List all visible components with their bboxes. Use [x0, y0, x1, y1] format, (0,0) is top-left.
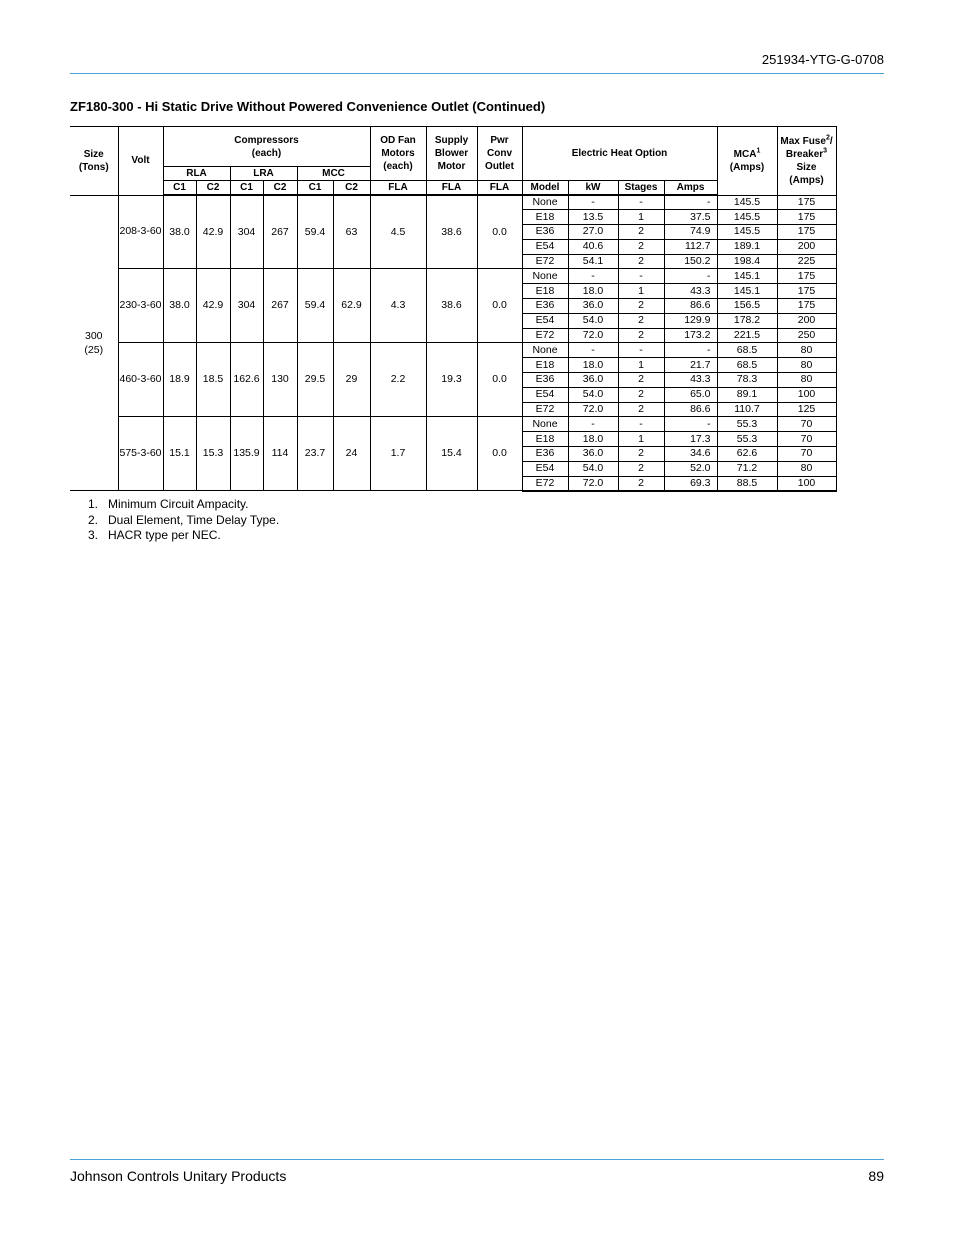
heat-kw-cell: - — [568, 417, 618, 432]
od-fan-fla-header: FLA — [370, 181, 426, 196]
heat-stages-cell: 2 — [618, 476, 664, 491]
heat-amps-cell: 43.3 — [664, 284, 717, 299]
lra-c1-header: C1 — [230, 181, 263, 196]
max-fuse-cell: 175 — [777, 299, 836, 314]
blower-fla-cell: 38.6 — [426, 269, 477, 343]
max-fuse-cell: 70 — [777, 432, 836, 447]
volt-cell: 460-3-60 — [118, 343, 163, 417]
pwr-conv-header: Pwr Conv Outlet — [477, 127, 522, 181]
volt-cell: 208-3-60 — [118, 195, 163, 269]
od-fan-fla-cell: 4.5 — [370, 195, 426, 269]
heat-stages-cell: 2 — [618, 225, 664, 240]
mca-cell: 145.1 — [717, 269, 777, 284]
amps-header: Amps — [664, 181, 717, 196]
blower-fla-cell: 19.3 — [426, 343, 477, 417]
lra-c1-cell: 162.6 — [230, 343, 263, 417]
table-row — [70, 195, 836, 210]
heat-model-cell: E54 — [522, 313, 568, 328]
heat-stages-cell: 1 — [618, 284, 664, 299]
heat-model-cell: E36 — [522, 373, 568, 388]
heat-kw-cell: 18.0 — [568, 358, 618, 373]
od-fan-header: OD Fan Motors (each) — [370, 127, 426, 181]
model-header: Model — [522, 181, 568, 196]
mca-cell: 68.5 — [717, 358, 777, 373]
heat-stages-cell: 1 — [618, 432, 664, 447]
heat-amps-cell: 86.6 — [664, 299, 717, 314]
rla-c1-cell: 18.9 — [163, 343, 196, 417]
header-rule — [70, 73, 884, 74]
heat-stages-cell: - — [618, 343, 664, 358]
heat-stages-cell: 2 — [618, 461, 664, 476]
heat-kw-cell: 54.1 — [568, 254, 618, 269]
max-fuse-cell: 80 — [777, 343, 836, 358]
max-fuse-cell: 175 — [777, 195, 836, 210]
heat-model-cell: None — [522, 269, 568, 284]
volt-cell: 575-3-60 — [118, 417, 163, 491]
rla-c2-cell: 18.5 — [196, 343, 230, 417]
heat-amps-cell: - — [664, 343, 717, 358]
heat-model-cell: E18 — [522, 210, 568, 225]
lra-c2-header: C2 — [263, 181, 297, 196]
rla-c2-header: C2 — [196, 181, 230, 196]
heat-amps-cell: - — [664, 195, 717, 210]
mca-cell: 156.5 — [717, 299, 777, 314]
heat-amps-cell: 86.6 — [664, 402, 717, 417]
heat-amps-cell: 52.0 — [664, 461, 717, 476]
mca-cell: 221.5 — [717, 328, 777, 343]
mca-cell: 198.4 — [717, 254, 777, 269]
rla-header: RLA — [163, 167, 230, 181]
max-fuse-cell: 70 — [777, 447, 836, 462]
mca-cell: 189.1 — [717, 239, 777, 254]
supply-blower-header: Supply Blower Motor — [426, 127, 477, 181]
kw-header: kW — [568, 181, 618, 196]
heat-kw-cell: 27.0 — [568, 225, 618, 240]
heat-model-cell: E18 — [522, 432, 568, 447]
mcc-c1-cell: 59.4 — [297, 195, 333, 269]
footer-company: Johnson Controls Unitary Products — [70, 1168, 287, 1184]
heat-kw-cell: 72.0 — [568, 402, 618, 417]
heat-amps-cell: - — [664, 417, 717, 432]
max-fuse-cell: 80 — [777, 358, 836, 373]
volt-header: Volt — [118, 127, 163, 196]
mca-cell: 55.3 — [717, 432, 777, 447]
mca-cell: 68.5 — [717, 343, 777, 358]
mcc-c1-cell: 59.4 — [297, 269, 333, 343]
stages-header: Stages — [618, 181, 664, 196]
heat-model-cell: E36 — [522, 225, 568, 240]
rla-c2-cell: 15.3 — [196, 417, 230, 491]
heat-amps-cell: 34.6 — [664, 447, 717, 462]
page-number: 89 — [868, 1168, 884, 1184]
heat-kw-cell: - — [568, 343, 618, 358]
mca-cell: 145.5 — [717, 210, 777, 225]
electric-heat-header: Electric Heat Option — [522, 127, 717, 181]
heat-amps-cell: 17.3 — [664, 432, 717, 447]
mcc-c2-cell: 63 — [333, 195, 370, 269]
heat-model-cell: None — [522, 417, 568, 432]
heat-amps-cell: 43.3 — [664, 373, 717, 388]
heat-kw-cell: - — [568, 195, 618, 210]
max-fuse-cell: 80 — [777, 461, 836, 476]
heat-stages-cell: - — [618, 417, 664, 432]
footnote: 1. Minimum Circuit Ampacity. — [88, 497, 249, 511]
heat-kw-cell: 18.0 — [568, 284, 618, 299]
size-tons: (25) — [84, 343, 104, 356]
heat-stages-cell: 2 — [618, 313, 664, 328]
heat-kw-cell: 13.5 — [568, 210, 618, 225]
heat-amps-cell: - — [664, 269, 717, 284]
mcc-c2-cell: 24 — [333, 417, 370, 491]
rla-c1-header: C1 — [163, 181, 196, 196]
document-number: 251934-YTG-G-0708 — [761, 52, 884, 67]
max-fuse-cell: 200 — [777, 239, 836, 254]
heat-model-cell: E54 — [522, 461, 568, 476]
heat-stages-cell: 1 — [618, 210, 664, 225]
max-fuse-cell: 70 — [777, 417, 836, 432]
heat-model-cell: E72 — [522, 254, 568, 269]
table-row — [70, 269, 836, 284]
heat-model-cell: E72 — [522, 402, 568, 417]
mca-cell: 88.5 — [717, 476, 777, 491]
footer-rule — [70, 1159, 884, 1160]
mca-cell: 145.5 — [717, 225, 777, 240]
heat-kw-cell: 72.0 — [568, 328, 618, 343]
heat-kw-cell: - — [568, 269, 618, 284]
lra-c1-cell: 304 — [230, 195, 263, 269]
heat-amps-cell: 21.7 — [664, 358, 717, 373]
heat-stages-cell: 2 — [618, 402, 664, 417]
volt-cell: 230-3-60 — [118, 269, 163, 343]
table-body — [70, 195, 836, 491]
heat-model-cell: E36 — [522, 299, 568, 314]
rla-c1-cell: 38.0 — [163, 269, 196, 343]
table-row — [70, 343, 836, 358]
heat-amps-cell: 150.2 — [664, 254, 717, 269]
max-fuse-cell: 175 — [777, 269, 836, 284]
max-fuse-cell: 100 — [777, 476, 836, 491]
heat-stages-cell: 2 — [618, 328, 664, 343]
lra-c1-cell: 135.9 — [230, 417, 263, 491]
heat-stages-cell: 2 — [618, 254, 664, 269]
heat-stages-cell: 2 — [618, 373, 664, 388]
mca-cell: 145.1 — [717, 284, 777, 299]
pwr-conv-fla-cell: 0.0 — [477, 269, 522, 343]
pwr-conv-fla-cell: 0.0 — [477, 417, 522, 491]
heat-kw-cell: 36.0 — [568, 447, 618, 462]
footnote: 3. HACR type per NEC. — [88, 528, 221, 542]
heat-model-cell: None — [522, 195, 568, 210]
heat-kw-cell: 72.0 — [568, 476, 618, 491]
mca-cell: 110.7 — [717, 402, 777, 417]
max-fuse-header: Max Fuse$^2$/ Breaker$^3$ Size (Amps) — [777, 127, 836, 196]
heat-amps-cell: 69.3 — [664, 476, 717, 491]
pwr-conv-fla-cell: 0.0 — [477, 195, 522, 269]
heat-amps-cell: 37.5 — [664, 210, 717, 225]
size-cell — [70, 195, 118, 491]
heat-stages-cell: 2 — [618, 387, 664, 402]
heat-model-cell: None — [522, 343, 568, 358]
mca-cell: 55.3 — [717, 417, 777, 432]
compressors-header: Compressors (each) — [163, 127, 370, 167]
lra-c2-cell: 114 — [263, 417, 297, 491]
pwr-conv-fla-cell: 0.0 — [477, 343, 522, 417]
lra-c2-cell: 130 — [263, 343, 297, 417]
rla-c2-cell: 42.9 — [196, 269, 230, 343]
footnote: 2. Dual Element, Time Delay Type. — [88, 512, 280, 527]
heat-stages-cell: - — [618, 269, 664, 284]
od-fan-fla-cell: 2.2 — [370, 343, 426, 417]
rla-c2-cell: 42.9 — [196, 195, 230, 269]
mca-cell: 78.3 — [717, 373, 777, 388]
size-value: 300 — [84, 329, 103, 342]
table-title: ZF180-300 - Hi Static Drive Without Powered Convenience Outlet (Continued) — [70, 99, 546, 114]
pwr-conv-fla-header: FLA — [477, 181, 522, 196]
od-fan-fla-cell: 1.7 — [370, 417, 426, 491]
mcc-c1-cell: 23.7 — [297, 417, 333, 491]
max-fuse-cell: 200 — [777, 313, 836, 328]
heat-model-cell: E72 — [522, 476, 568, 491]
heat-stages-cell: 1 — [618, 358, 664, 373]
max-fuse-cell: 80 — [777, 373, 836, 388]
heat-amps-cell: 112.7 — [664, 239, 717, 254]
table-row — [70, 417, 836, 432]
max-fuse-cell: 100 — [777, 387, 836, 402]
mca-cell: 62.6 — [717, 447, 777, 462]
heat-model-cell: E18 — [522, 358, 568, 373]
blower-fla-header: FLA — [426, 181, 477, 196]
max-fuse-cell: 225 — [777, 254, 836, 269]
heat-kw-cell: 18.0 — [568, 432, 618, 447]
lra-header: LRA — [230, 167, 297, 181]
mcc-c1-cell: 29.5 — [297, 343, 333, 417]
max-fuse-cell: 175 — [777, 284, 836, 299]
heat-kw-cell: 40.6 — [568, 239, 618, 254]
blower-fla-cell: 15.4 — [426, 417, 477, 491]
heat-stages-cell: 2 — [618, 447, 664, 462]
mca-cell: 89.1 — [717, 387, 777, 402]
heat-amps-cell: 129.9 — [664, 313, 717, 328]
mcc-c2-cell: 62.9 — [333, 269, 370, 343]
footnotes — [88, 497, 279, 544]
heat-stages-cell: - — [618, 195, 664, 210]
rla-c1-cell: 15.1 — [163, 417, 196, 491]
max-fuse-cell: 175 — [777, 225, 836, 240]
blower-fla-cell: 38.6 — [426, 195, 477, 269]
heat-kw-cell: 54.0 — [568, 313, 618, 328]
rla-c1-cell: 38.0 — [163, 195, 196, 269]
max-fuse-cell: 250 — [777, 328, 836, 343]
mca-cell: 178.2 — [717, 313, 777, 328]
heat-kw-cell: 54.0 — [568, 461, 618, 476]
heat-amps-cell: 173.2 — [664, 328, 717, 343]
heat-model-cell: E54 — [522, 239, 568, 254]
lra-c2-cell: 267 — [263, 269, 297, 343]
heat-stages-cell: 2 — [618, 299, 664, 314]
max-fuse-cell: 175 — [777, 210, 836, 225]
max-fuse-cell: 125 — [777, 402, 836, 417]
mcc-c2-cell: 29 — [333, 343, 370, 417]
heat-amps-cell: 74.9 — [664, 225, 717, 240]
heat-kw-cell: 54.0 — [568, 387, 618, 402]
mca-cell: 71.2 — [717, 461, 777, 476]
mcc-c2-header: C2 — [333, 181, 370, 196]
od-fan-fla-cell: 4.3 — [370, 269, 426, 343]
heat-kw-cell: 36.0 — [568, 373, 618, 388]
heat-amps-cell: 65.0 — [664, 387, 717, 402]
heat-model-cell: E36 — [522, 447, 568, 462]
size-header: Size (Tons) — [70, 127, 118, 196]
heat-model-cell: E18 — [522, 284, 568, 299]
heat-stages-cell: 2 — [618, 239, 664, 254]
lra-c2-cell: 267 — [263, 195, 297, 269]
lra-c1-cell: 304 — [230, 269, 263, 343]
heat-model-cell: E54 — [522, 387, 568, 402]
mcc-header: MCC — [297, 167, 370, 181]
mca-cell: 145.5 — [717, 195, 777, 210]
mcc-c1-header: C1 — [297, 181, 333, 196]
heat-model-cell: E72 — [522, 328, 568, 343]
heat-kw-cell: 36.0 — [568, 299, 618, 314]
electrical-data-table — [70, 126, 837, 492]
mca-header: MCA$^1$ (Amps) — [717, 127, 777, 196]
